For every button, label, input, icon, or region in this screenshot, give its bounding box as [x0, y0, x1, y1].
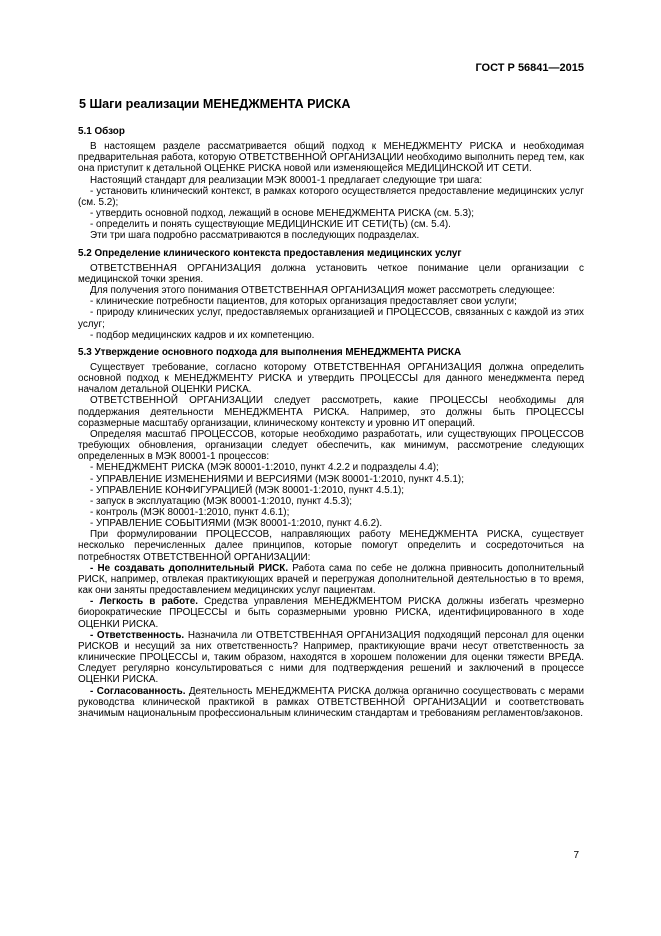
subsection-5-3-title: 5.3 Утверждение основного подхода для выполнения МЕНЕДЖМЕНТА РИСКА	[78, 346, 462, 358]
principle-text: Работа сама по себе не должна привносить дополнительный РИСК, например, отвлекая практикующих врачей и перегружая дополнительной деятельностью в то время, как они заняты предоставлением медицинских услуг пациентам.	[78, 562, 584, 597]
section-title: 5 Шаги реализации МЕНЕДЖМЕНТА РИСКА	[79, 97, 351, 111]
page-number: 7	[573, 850, 579, 861]
principle-lead: - Легкость в работе.	[90, 596, 198, 608]
principle-item	[78, 596, 584, 629]
list-item: - определить и понять существующие МЕДИЦИНСКИЕ ИТ СЕТИ(ТЬ) (см. 5.4).	[90, 219, 451, 231]
principle-item	[78, 630, 584, 686]
list-item: - природу клинических услуг, предоставляемых организацией и ПРОЦЕССОВ, связанных с каждой из этих услуг;	[78, 307, 584, 330]
document-code: ГОСТ Р 56841—2015	[475, 62, 584, 74]
paragraph: Существует требование, согласно которому ОТВЕТСТВЕННАЯ ОРГАНИЗАЦИЯ должна определить основной подход к МЕНЕДЖМЕНТУ РИСКА и утвердить ПРОЦЕССЫ для данного менеджмента перед началом детальной ОЦЕНКИ РИСКА.	[78, 361, 584, 396]
paragraph: ОТВЕТСТВЕННАЯ ОРГАНИЗАЦИЯ должна установить четкое понимание цели организации с медицинской точки зрения.	[78, 262, 584, 285]
list-item: - запуск в эксплуатацию (МЭК 80001-1:2010, пункт 4.5.3);	[90, 495, 353, 507]
paragraph: ОТВЕТСТВЕННОЙ ОРГАНИЗАЦИИ следует рассмотреть, какие ПРОЦЕССЫ необходимы для поддержания деятельности МЕНЕДЖМЕНТА РИСКА. Например, это должны быть ПРОЦЕССЫ соразмерные масштабу организации, клиническому контексту и уровню ИТ операций.	[78, 395, 584, 429]
subsection-5-1-title: 5.1 Обзор	[78, 126, 125, 137]
list-item: - утвердить основной подход, лежащий в основе МЕНЕДЖМЕНТА РИСКА (см. 5.3);	[90, 208, 474, 220]
paragraph: Для получения этого понимания ОТВЕТСТВЕННАЯ ОРГАНИЗАЦИЯ может рассмотреть следующее:	[90, 285, 555, 297]
list-item: - подбор медицинских кадров и их компетенцию.	[90, 329, 315, 341]
principle-lead: - Не создавать дополнительный РИСК.	[90, 562, 289, 574]
principle-item	[78, 686, 584, 719]
subsection-5-2-title: 5.2 Определение клинического контекста предоставления медицинских услуг	[78, 247, 462, 259]
body-text	[78, 126, 584, 719]
list-item: - УПРАВЛЕНИЕ СОБЫТИЯМИ (МЭК 80001-1:2010, пункт 4.6.2).	[90, 518, 383, 530]
principle-text: Средства управления МЕНЕДЖМЕНТОМ РИСКА должны избегать чрезмерно биорократические ПРОЦЕССЫ и быть соразмерными уровню РИСКА, идентифицированного в ходе ОЦЕНКИ РИСКА.	[78, 596, 585, 630]
list-item: - УПРАВЛЕНИЕ ИЗМЕНЕНИЯМИ И ВЕРСИЯМИ (МЭК 80001-1:2010, пункт 4.5.1);	[90, 473, 464, 485]
list-item: - контроль (МЭК 80001-1:2010, пункт 4.6.1);	[90, 507, 290, 518]
principle-lead: - Ответственность.	[90, 629, 185, 641]
principle-text: Назначила ли ОТВЕТСТВЕННАЯ ОРГАНИЗАЦИЯ подходящий персонал для оценки РИСКОВ и несущий за них ответственность? Например, практикующие врачи несут ответственность за клинические ПРОЦЕССЫ и, таким образом, находятся в хорошем положении для оценки тяжести ВРЕДА. Следует регулярно консультироваться с ними для подтверждения решений и заключений в процессе ОЦЕНКИ РИСКА.	[78, 629, 584, 686]
list-item: - МЕНЕДЖМЕНТ РИСКА (МЭК 80001-1:2010, пункт 4.2.2 и подразделы 4.4);	[90, 462, 439, 474]
principle-text: Деятельность МЕНЕДЖМЕНТА РИСКА должна органично сосуществовать с мерами руководства клинической практикой в рамках ОТВЕТСТВЕННОЙ ОРГАНИЗАЦИИ и соответствовать значимым национальным профессиональным клиническим стандартам и требованиям регламентов/законов.	[78, 685, 584, 719]
paragraph: В настоящем разделе рассматривается общий подход к МЕНЕДЖМЕНТУ РИСКА и необходимая предварительная работа, которую ОТВЕТСТВЕННОЙ ОРГАНИЗАЦИИ необходимо выполнить перед тем, как она приступит к детальной ОЦЕНКЕ РИСКА новой или изменяющейся МЕДИЦИНСКОЙ ИТ СЕТИ.	[78, 141, 584, 175]
list-item: - установить клинический контекст, в рамках которого осуществляется предоставление медицинских услуг (см. 5.2);	[78, 185, 584, 208]
paragraph: При формулировании ПРОЦЕССОВ, направляющих работу МЕНЕДЖМЕНТА РИСКА, существует несколько перечисленных далее принципов, которые помогут определить и сосредоточиться на потребностях ОТВЕТСТВЕННОЙ ОРГАНИЗАЦИИ:	[78, 529, 584, 563]
list-item: - клинические потребности пациентов, для которых организация предоставляет свои услуги;	[90, 296, 517, 308]
principle-item	[78, 563, 584, 596]
list-item: - УПРАВЛЕНИЕ КОНФИГУРАЦИЕЙ (МЭК 80001-1:2010, пункт 4.5.1);	[90, 484, 405, 496]
paragraph: Эти три шага подробно рассматриваются в последующих подразделах.	[90, 230, 420, 242]
paragraph: Определяя масштаб ПРОЦЕССОВ, которые необходимо разработать, или существующих ПРОЦЕССОВ требующих обновления, организации следует обеспечить, как минимум, рассмотрение следующих определенных в МЭК 80001-1 процессов:	[78, 428, 584, 463]
principle-lead: - Согласованность.	[90, 685, 186, 697]
paragraph: Настоящий стандарт для реализации МЭК 80001-1 предлагает следующие три шага:	[90, 174, 483, 186]
